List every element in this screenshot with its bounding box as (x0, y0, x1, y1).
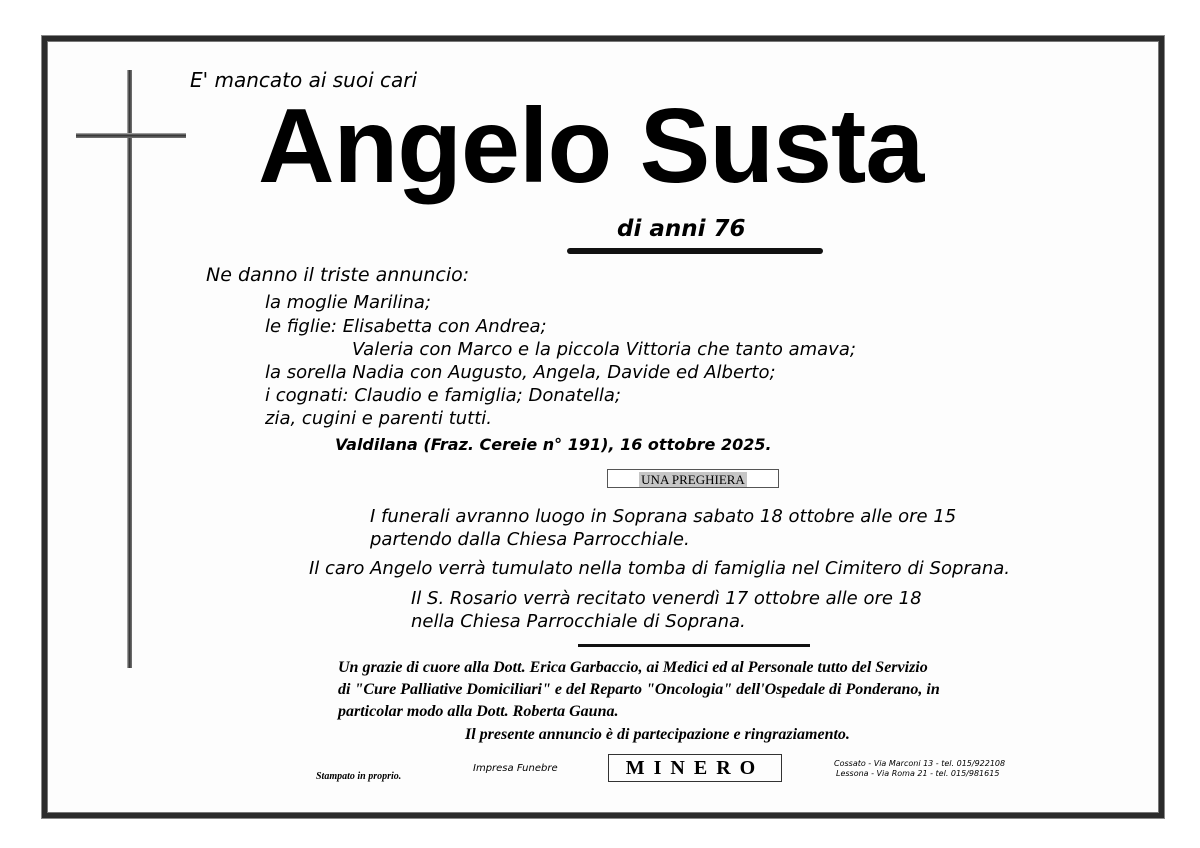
prayer-button[interactable] (607, 469, 779, 488)
family-line: la moglie Marilina; (265, 292, 431, 313)
agency-label: Impresa Funebre (473, 763, 558, 774)
cross-icon (127, 70, 132, 668)
thanks-text: di "Cure Palliative Domiciliari" e del Reparto "Oncologia" dell'Ospedale di Ponderano, in (338, 681, 940, 698)
printed-note: Stampato in proprio. (316, 771, 402, 782)
thanks-closing: Il presente annuncio è di partecipazione e ringraziamento. (465, 726, 850, 743)
burial-info: Il caro Angelo verrà tumulato nella tomba di famiglia nel Cimitero di Soprana. (309, 558, 1010, 579)
age-text: di anni 76 (617, 216, 746, 242)
agency-contact: Cossato - Via Marconi 13 - tel. 015/922108 (834, 759, 1006, 768)
funeral-info: partendo dalla Chiesa Parrocchiale. (370, 529, 690, 550)
cross-arm (76, 133, 186, 138)
rosary-info: Il S. Rosario verrà recitato venerdì 17 ottobre alle ore 18 (411, 588, 922, 609)
separator (578, 644, 810, 647)
family-line: la sorella Nadia con Augusto, Angela, Davide ed Alberto; (265, 362, 776, 383)
rosary-info: nella Chiesa Parrocchiale di Soprana. (411, 611, 746, 632)
thanks-text: Un grazie di cuore alla Dott. Erica Garbaccio, ai Medici ed al Personale tutto del Servizio (338, 659, 928, 676)
family-line: i cognati: Claudio e famiglia; Donatella; (265, 385, 621, 406)
funeral-info: I funerali avranno luogo in Soprana sabato 18 ottobre alle ore 15 (370, 506, 957, 527)
family-line: zia, cugini e parenti tutti. (265, 408, 493, 429)
thanks-text: particolar modo alla Dott. Roberta Gauna. (338, 703, 619, 720)
intro-text: E' mancato ai suoi cari (190, 68, 418, 92)
family-line: Valeria con Marco e la piccola Vittoria che tanto amava; (352, 339, 856, 360)
place-date: Valdilana (Fraz. Cereie n° 191), 16 ottobre 2025. (335, 435, 772, 454)
announcement-heading: Ne danno il triste annuncio: (206, 264, 470, 286)
deceased-name: Angelo Susta (258, 87, 924, 205)
prayer-label: UNA PREGHIERA (641, 472, 745, 487)
agency-contact: Lessona - Via Roma 21 - tel. 015/981615 (836, 769, 1000, 778)
divider (567, 248, 823, 254)
family-line: le figlie: Elisabetta con Andrea; (265, 316, 547, 337)
agency-logo: MINERO (608, 754, 782, 782)
